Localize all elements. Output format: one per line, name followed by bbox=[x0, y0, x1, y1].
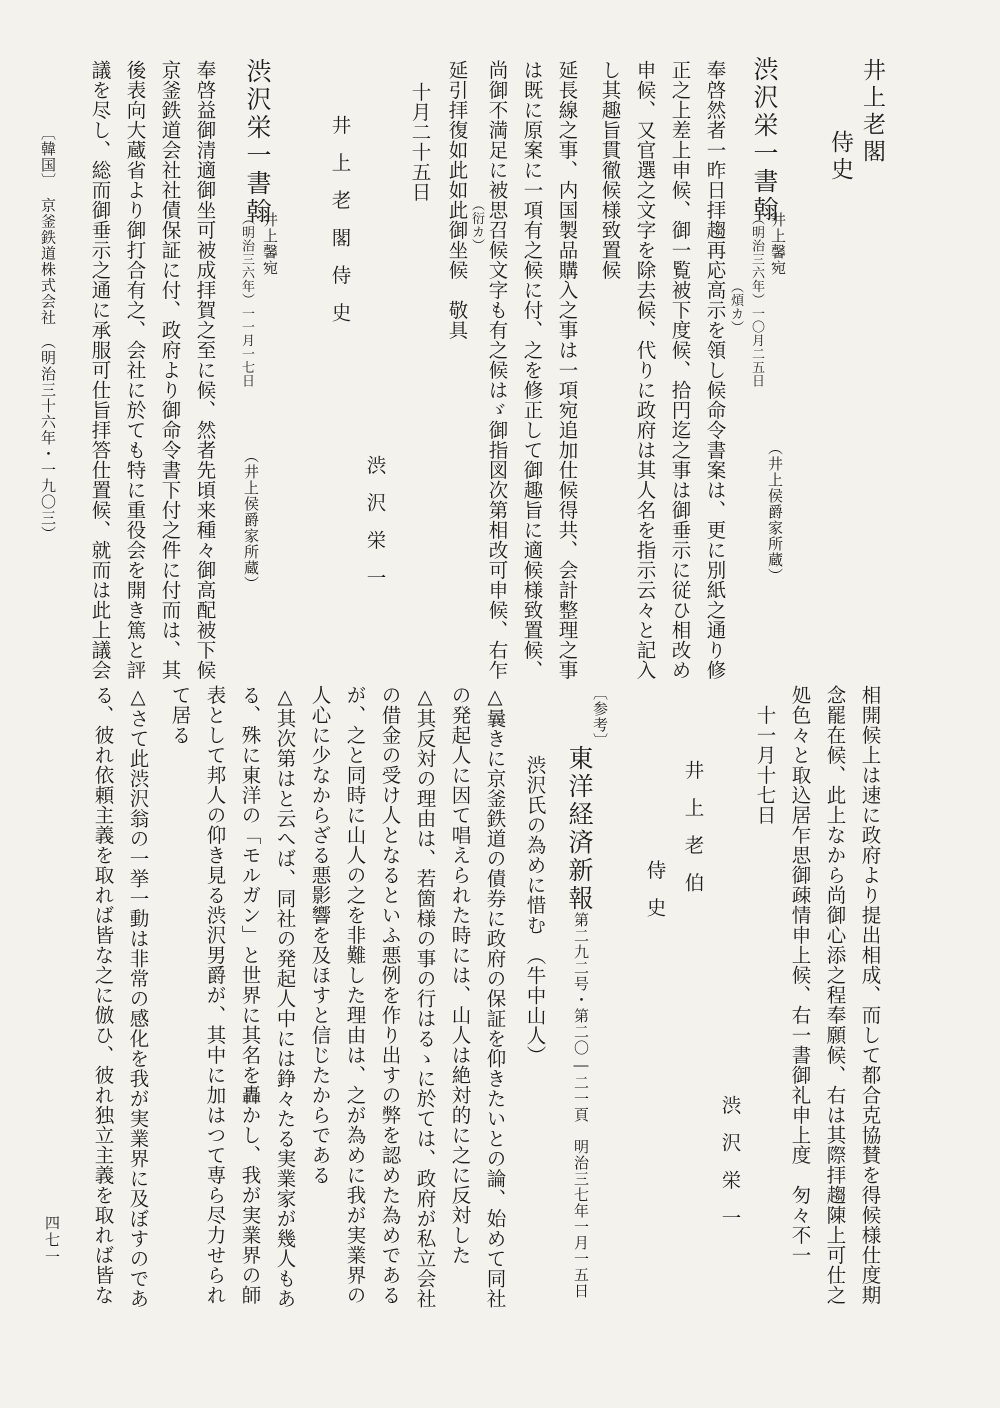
letter3-sender: 井上馨宛 bbox=[261, 212, 279, 276]
letter3-text-line-6: 念罷在候、此上なから尚御心添之程奉願候、右は其際拝趨陳上可仕之 bbox=[823, 685, 847, 1305]
letter3-text-line-1: 奉啓益御清適御坐可被成拝賀之至に候、然者先頃来種々御高配被下候 bbox=[193, 60, 217, 680]
article-line-4: の借金の受け人となるといふ悪例を作り出すの弊を認めた為めである bbox=[378, 685, 402, 1305]
letter3-text-line-4: 議を尽し、総而御垂示之通に承服可仕旨拝答仕置候、就而は此上議会 bbox=[88, 60, 112, 680]
letter3-title: 渋沢栄一書翰 bbox=[243, 58, 272, 226]
letter2-date-end: 十月二十五日 bbox=[408, 82, 432, 202]
letter3-source: （井上侯爵家所蔵） bbox=[242, 448, 260, 592]
letter2-sender: 井上馨宛 bbox=[769, 212, 787, 276]
article-line-10: て居る bbox=[168, 685, 192, 745]
running-footer: 〔韓国〕 京釜鉄道株式会社 （明治三十六年・一九〇三） bbox=[39, 125, 57, 542]
letter2-title: 渋沢栄一書翰 bbox=[750, 56, 779, 224]
letter2-addressee: 井上老閣侍史 bbox=[328, 115, 352, 340]
article-line-8: る、殊に東洋の「モルガン」と世界に其名を轟かし、我が実業界の師 bbox=[238, 685, 262, 1305]
letter3-text-line-3: 後表向大蔵省より御打合有之、会社に於ても特に重役会を開き篤と評 bbox=[123, 60, 147, 680]
letter2-note-en: （衍カ） bbox=[469, 198, 484, 252]
addressee-inoue-rokaku: 井上老閣 bbox=[859, 58, 885, 166]
letter3-text-line-2: 京釜鉄道会社社債保証に付、政府より御命令書下付之件に付而は、其 bbox=[158, 60, 182, 680]
letter3-addressee: 井上老伯 bbox=[681, 760, 705, 910]
letter2-signature: 渋沢栄一 bbox=[363, 455, 387, 605]
addressee-jishi: 侍史 bbox=[827, 130, 853, 184]
letter2-text-line-8: 延引拝復如此如此御坐候 敬具 bbox=[445, 60, 469, 340]
letter3-signature: 渋沢栄一 bbox=[718, 1095, 742, 1245]
page-number: 四七一 bbox=[43, 1215, 61, 1266]
letter2-text-line-5: 延長線之事、内国製品購入之事は一項宛追加仕候得共、会計整理之事 bbox=[555, 60, 579, 680]
letter3-text-line-7: 処色々と取込居乍思御疎情申上候、右一書御礼申上度 匇々不一 bbox=[788, 685, 812, 1265]
reference-article-title: 渋沢氏の為めに惜む （牛中山人） bbox=[523, 755, 547, 1066]
letter3-text-line-5: 相開候上は速に政府より提出相成、而して都合克協賛を得候様仕度期 bbox=[858, 685, 882, 1305]
letter2-text-line-3: 申候、又官選之文字を除去候、代りに政府は其人名を指示云々と記入 bbox=[633, 60, 657, 680]
letter3-jishi: 侍史 bbox=[643, 860, 667, 935]
letter2-text-line-2: 正之上差上申候、御一覧被下度候、拾円迄之事は御垂示に従ひ相改め bbox=[668, 60, 692, 680]
letter2-date: （明治三六年）一〇月二五日 bbox=[749, 212, 764, 388]
article-line-2: の発起人に因て唱えられた時には、山人は絶対的に之に反対した bbox=[448, 685, 472, 1265]
article-line-11: △さて此渋沢翁の一挙一動は非常の感化を我が実業界に及ぼすのであ bbox=[126, 685, 150, 1309]
letter2-text-line-1: 奉啓然者一昨日拝趨再応高示を領し候命令書案は、更に別紙之通り修 bbox=[703, 60, 727, 680]
article-line-3: △其反対の理由は、若箇様の事の行はるゝに於ては、政府が私立会社 bbox=[413, 685, 437, 1309]
article-line-9: 表として邦人の仰き見る渋沢男爵が、其中に加はつて専ら尽力せられ bbox=[203, 685, 227, 1305]
article-line-12: る、彼れ依頼主義を取れば皆な之に倣ひ、彼れ独立主義を取れば皆な bbox=[91, 685, 115, 1305]
letter3-date: （明治三六年）一一月一七日 bbox=[239, 212, 254, 388]
reference-journal-title: 東洋経済新報 bbox=[565, 745, 594, 913]
letter2-text-line-4: し其趣旨貫徹候様致置候 bbox=[598, 60, 622, 280]
article-line-6: 人心に少なからざる悪影響を及ほすと信じたからである bbox=[308, 685, 332, 1185]
letter2-note-fan: （煩カ） bbox=[728, 280, 743, 334]
letter3-date-end: 十一月十七日 bbox=[753, 705, 777, 825]
reference-issue: 第二九二号・第二〇―二一頁 明治三七年一月一五日 bbox=[572, 912, 590, 1299]
article-line-5: が、之と同時に山人の之を非難した理由は、之が為めに我が実業界の bbox=[343, 685, 367, 1305]
letter2-text-line-6: は既に原案に一項有之候に付、之を修正して御趣旨に適候様致置候、 bbox=[520, 60, 544, 680]
letter2-source: （井上侯爵家所蔵） bbox=[766, 440, 784, 584]
article-line-7: △其次第はと云へば、同社の発起人中には錚々たる実業家が幾人もあ bbox=[273, 685, 297, 1309]
reference-label: 〔参考〕 bbox=[591, 685, 609, 749]
letter2-text-line-7: 尚御不満足に被思召候文字も有之候はゞ御指図次第相改可申候、右乍 bbox=[485, 60, 509, 680]
article-line-1: △曩きに京釜鉄道の債券に政府の保証を仰きたいとの論、始めて同社 bbox=[483, 685, 507, 1309]
